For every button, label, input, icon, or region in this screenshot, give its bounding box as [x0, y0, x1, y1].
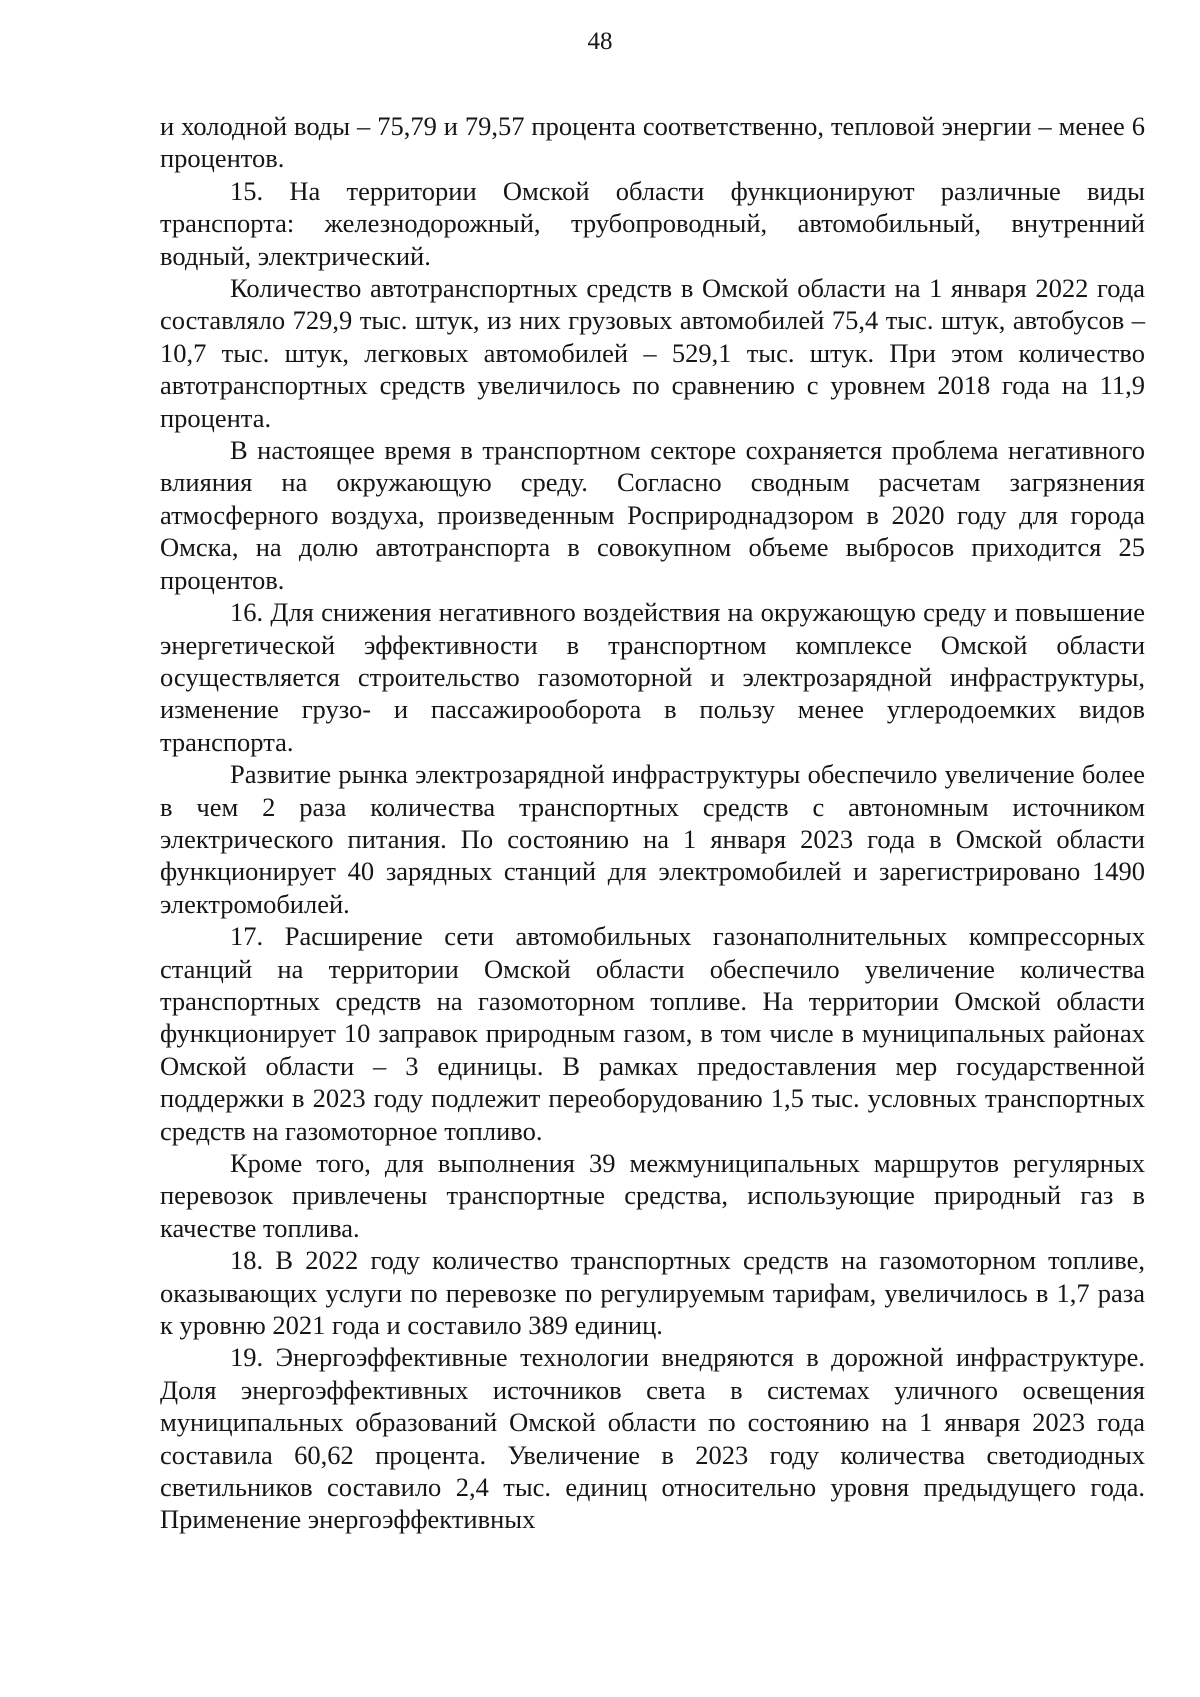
paragraph-item-18: 18. В 2022 году количество транспортных средств на газомоторном топливе, оказывающих услуги по перевозке по регулируемым тарифам, увеличилось в 1,7 раза к уровню 2021 года и составило 389 единиц.	[160, 1245, 1145, 1341]
paragraph-charging-infrastructure: Развитие рынка электрозарядной инфраструктуры обеспечило увеличение более в чем 2 раза количества транспортных средств с автономным источником электрического питания. По состоянию на 1 января 2023 года в Омской области функционирует 40 зарядных станций для электромобилей и зарегистрировано 1490 электромобилей.	[160, 759, 1145, 919]
paragraph-item-17: 17. Расширение сети автомобильных газонаполнительных компрессорных станций на территории Омской области обеспечило увеличение количества транспортных средств на газомоторном топливе. На территории Омской области функционирует 10 заправок природным газом, в том числе в муниципальных районах Омской области – 3 единицы. В рамках предоставления мер государственной поддержки в 2023 году подлежит переоборудованию 1,5 тыс. условных транспортных средств на газомоторное топливо.	[160, 921, 1145, 1146]
paragraph-intermunicipal-routes: Кроме того, для выполнения 39 межмуниципальных маршрутов регулярных перевозок привлечены транспортные средства, использующие природный газ в качестве топлива.	[160, 1148, 1145, 1243]
document-body	[160, 110, 1145, 1536]
paragraph-item-15: 15. На территории Омской области функционируют различные виды транспорта: железнодорожный, трубопроводный, автомобильный, внутренний водный, электрический.	[160, 175, 1145, 271]
paragraph-continuation: и холодной воды – 75,79 и 79,57 процента соответственно, тепловой энергии – менее 6 процентов.	[160, 111, 1145, 174]
paragraph-vehicle-count: Количество автотранспортных средств в Омской области на 1 января 2022 года составляло 729,9 тыс. штук, из них грузовых автомобилей 75,4 тыс. штук, автобусов – 10,7 тыс. штук, легковых автомобилей – 529,1 тыс. штук. При этом количество автотранспортных средств увеличилось по сравнению с уровнем 2018 года на 11,9 процента.	[160, 273, 1145, 433]
paragraph-item-16: 16. Для снижения негативного воздействия на окружающую среду и повышение энергетической эффективности в транспортном комплексе Омской области осуществляется строительство газомоторной и электрозарядной инфраструктуры, изменение грузо- и пассажирооборота в пользу менее углеродоемких видов транспорта.	[160, 597, 1145, 757]
page-number: 48	[587, 28, 613, 55]
paragraph-environment-impact: В настоящее время в транспортном секторе сохраняется проблема негативного влияния на окружающую среду. Согласно сводным расчетам загрязнения атмосферного воздуха, произведенным Росприроднадзором в 2020 году для города Омска, на долю автотранспорта в совокупном объеме выбросов приходится 25 процентов.	[160, 435, 1145, 595]
paragraph-item-19: 19. Энергоэффективные технологии внедряются в дорожной инфраструктуре. Доля энергоэффективных источников света в системах уличного освещения муниципальных образований Омской области по состоянию на 1 января 2023 года составила 60,62 процента. Увеличение в 2023 году количества светодиодных светильников составило 2,4 тыс. единиц относительно уровня предыдущего года. Применение энергоэффективных	[160, 1342, 1145, 1535]
